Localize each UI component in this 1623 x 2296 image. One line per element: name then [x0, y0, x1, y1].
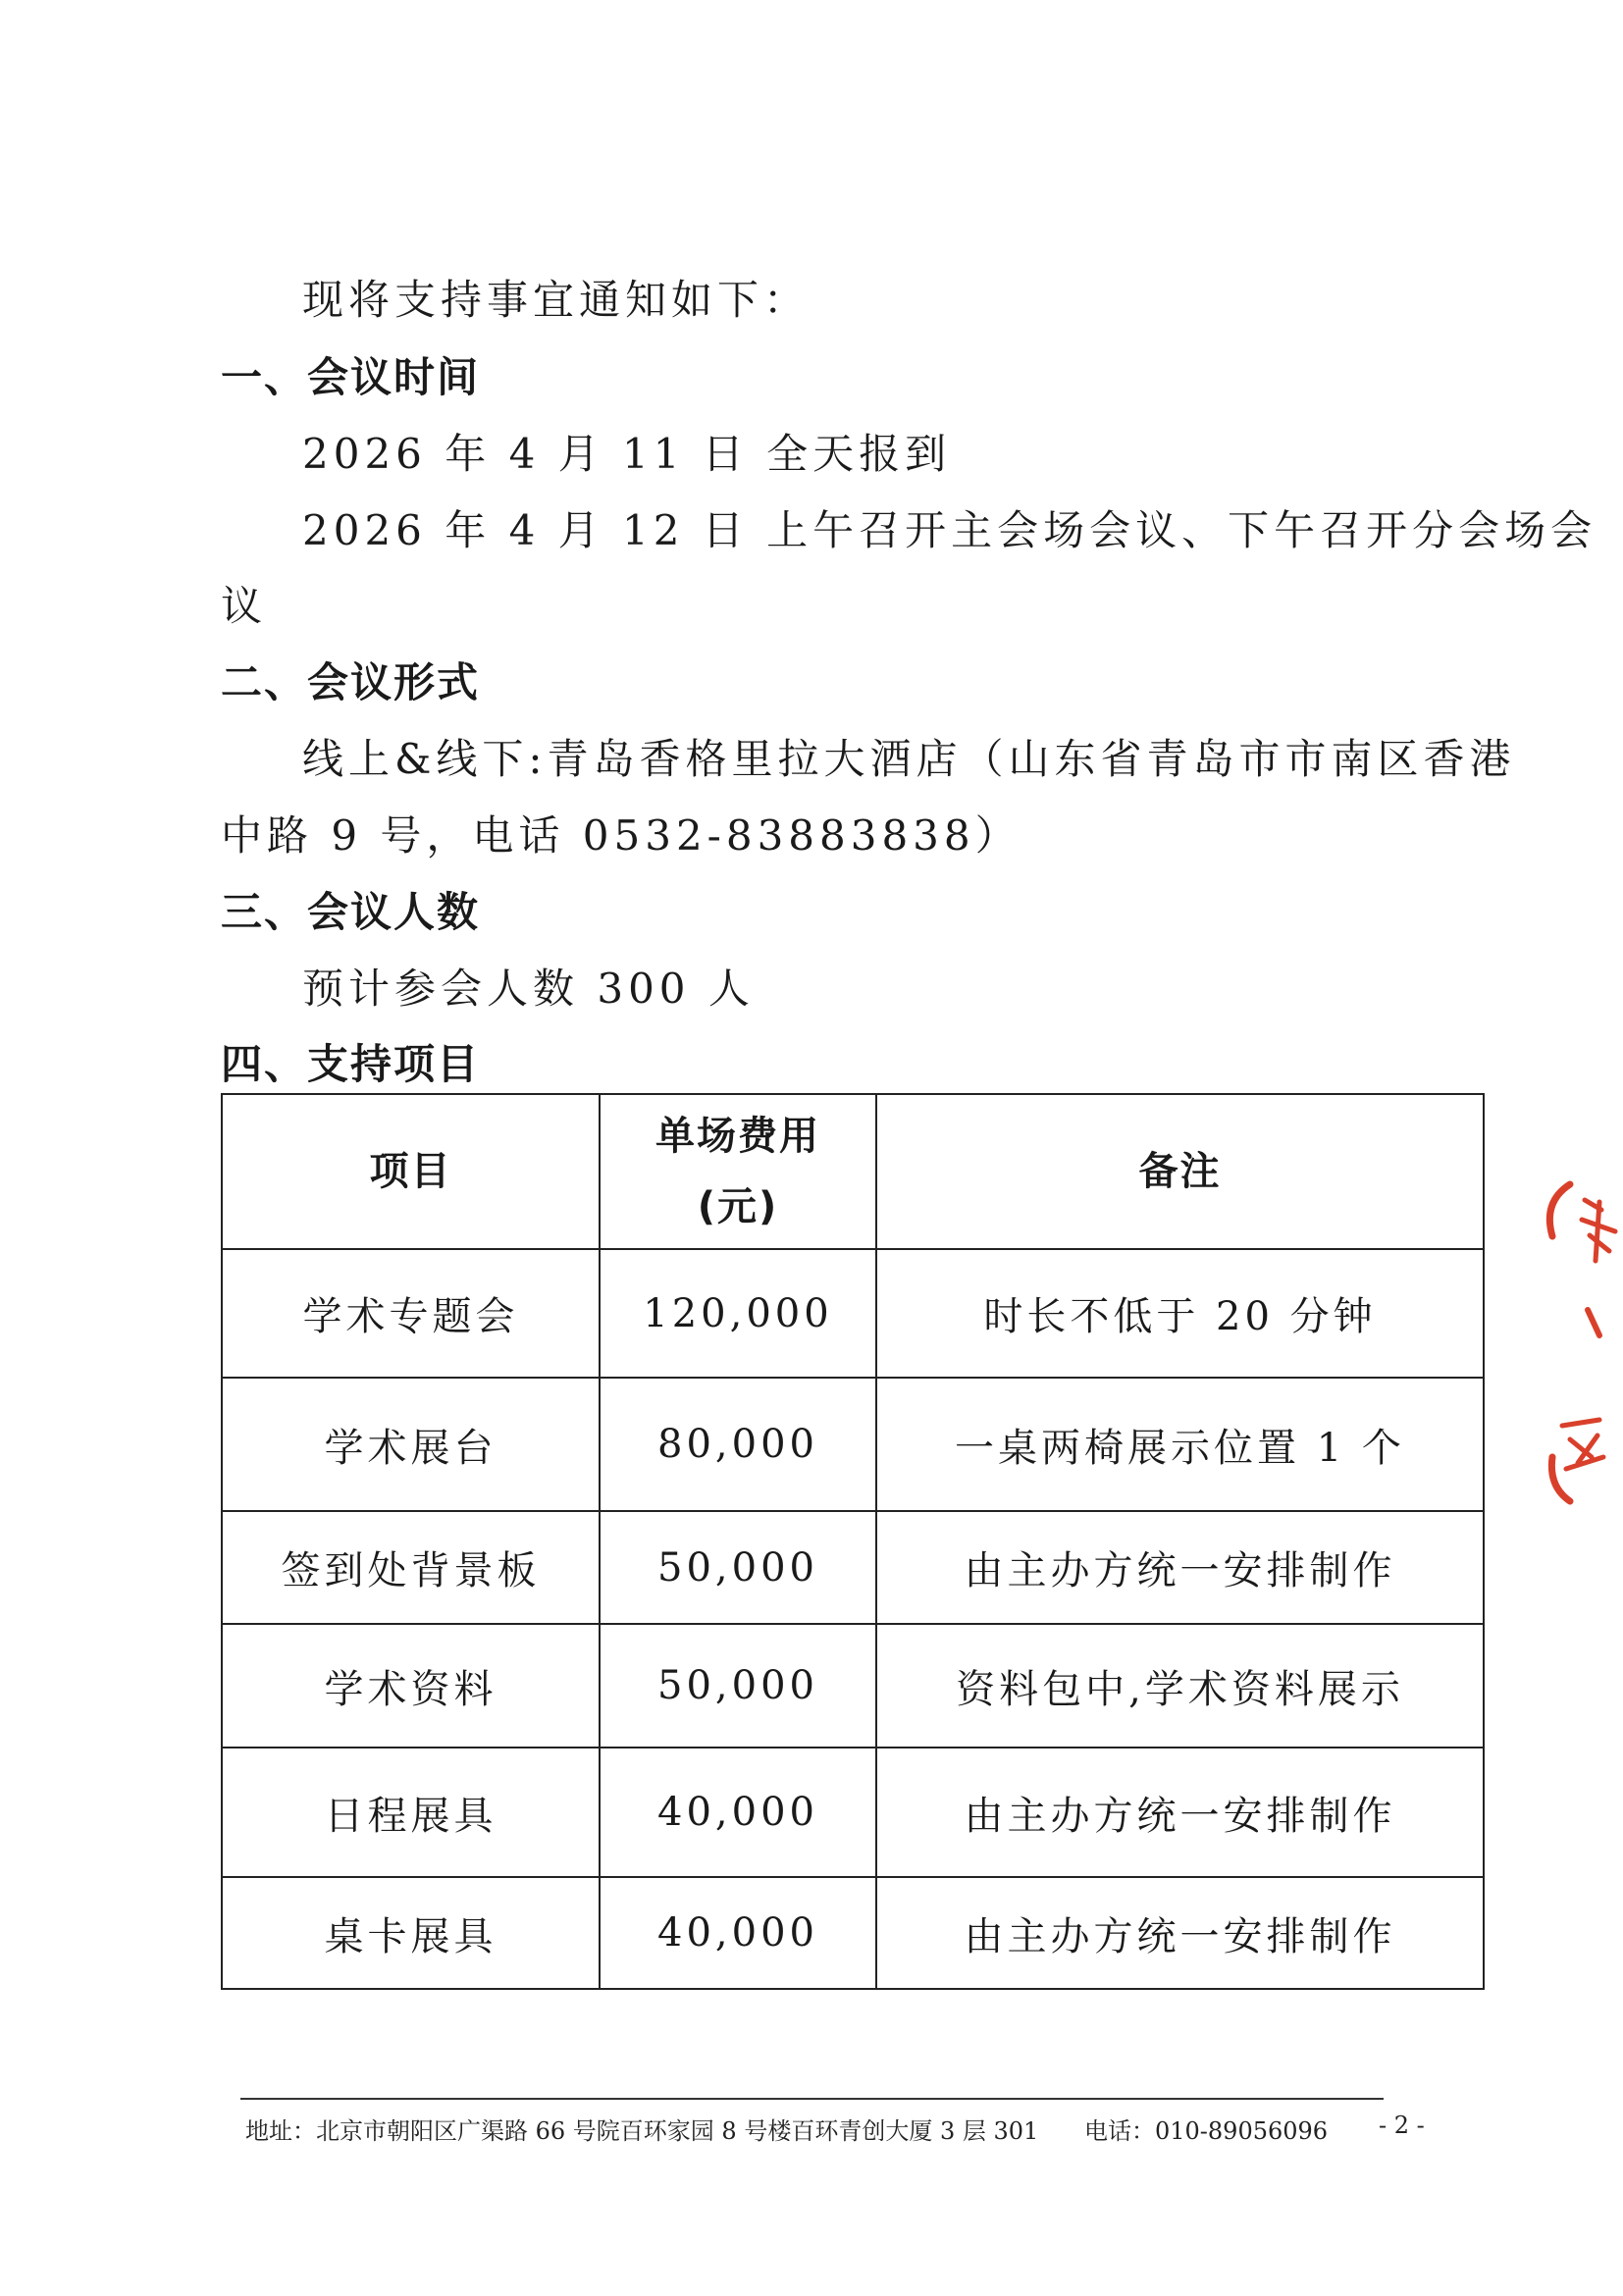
section-heading-time: 一、会议时间 — [221, 353, 481, 401]
row-item: 签到处背景板 — [222, 1511, 600, 1624]
people-line-1: 预计参会人数 300 人 — [302, 965, 755, 1013]
footer-phone: 电话：010-89056096 — [1084, 2117, 1329, 2145]
seal-stamp-marks — [1549, 1184, 1615, 1501]
footer-address: 地址：北京市朝阳区广渠路 66 号院百环家园 8 号楼百环青创大厦 3 层 301 — [245, 2117, 1039, 2145]
table-row — [222, 1511, 1484, 1624]
row-fee: 120,000 — [600, 1249, 876, 1378]
row-item: 学术专题会 — [222, 1249, 600, 1378]
support-items-table — [221, 1093, 1485, 1990]
row-fee: 40,000 — [600, 1877, 876, 1989]
row-note: 时长不低于 20 分钟 — [876, 1249, 1484, 1378]
section-heading-format: 二、会议形式 — [221, 658, 481, 706]
row-fee: 50,000 — [600, 1624, 876, 1748]
intro-text: 现将支持事宜通知如下： — [302, 276, 811, 324]
header-fee-line-1: 单场费用 — [655, 1114, 820, 1159]
row-note: 由主办方统一安排制作 — [876, 1748, 1484, 1877]
section-heading-people: 三、会议人数 — [221, 888, 481, 936]
header-note: 备注 — [876, 1094, 1484, 1249]
row-item: 学术展台 — [222, 1378, 600, 1511]
row-note: 资料包中,学术资料展示 — [876, 1624, 1484, 1748]
header-fee — [600, 1094, 876, 1249]
row-item: 日程展具 — [222, 1748, 600, 1877]
row-fee: 50,000 — [600, 1511, 876, 1624]
row-fee: 80,000 — [600, 1378, 876, 1511]
table-row — [222, 1249, 1484, 1378]
table-row — [222, 1877, 1484, 1989]
row-fee: 40,000 — [600, 1748, 876, 1877]
footer-page-number: - 2 - — [1379, 2112, 1425, 2139]
table-row — [222, 1748, 1484, 1877]
footer-divider — [240, 2098, 1384, 2100]
format-line-1: 线上&线下:青岛香格里拉大酒店（山东省青岛市市南区香港 — [302, 735, 1516, 783]
row-item: 桌卡展具 — [222, 1877, 600, 1989]
table-row — [222, 1378, 1484, 1511]
seal-stamp-icon — [1531, 1163, 1619, 1526]
time-line-1: 2026 年 4 月 11 日 全天报到 — [302, 430, 952, 478]
row-item: 学术资料 — [222, 1624, 600, 1748]
time-line-2-continued: 议 — [221, 582, 268, 630]
table-row — [222, 1624, 1484, 1748]
table-header-row — [222, 1094, 1484, 1249]
time-line-2: 2026 年 4 月 12 日 上午召开主会场会议、下午召开分会场会 — [302, 506, 1597, 554]
row-note: 一桌两椅展示位置 1 个 — [876, 1378, 1484, 1511]
row-note: 由主办方统一安排制作 — [876, 1511, 1484, 1624]
row-note: 由主办方统一安排制作 — [876, 1877, 1484, 1989]
format-line-1-continued: 中路 9 号，电话 0532-83883838） — [221, 811, 1021, 860]
header-fee-line-2: (元) — [697, 1184, 779, 1229]
header-item: 项目 — [222, 1094, 600, 1249]
section-heading-items: 四、支持项目 — [221, 1040, 481, 1088]
